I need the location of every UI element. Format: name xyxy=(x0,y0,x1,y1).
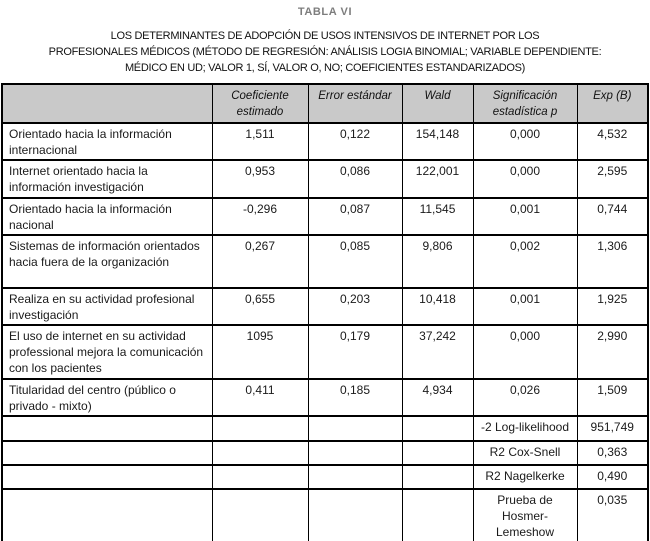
footer-label-cell: Prueba de Hosmer- Lemeshow xyxy=(473,489,577,541)
table-row xyxy=(2,235,648,288)
empty-cell xyxy=(308,489,402,541)
footer-value-cell: 0,490 xyxy=(577,465,648,489)
wald-cell: 9,806 xyxy=(402,235,473,288)
empty-cell xyxy=(308,441,402,465)
row-label-cell: Sistemas de información orientados hacia fuera de la organización xyxy=(2,235,212,288)
error-cell: 0,179 xyxy=(308,325,402,379)
empty-cell xyxy=(402,441,473,465)
footer-row xyxy=(2,416,648,441)
footer-row xyxy=(2,441,648,465)
table-row xyxy=(2,198,648,235)
footer-label-cell: -2 Log-likelihood xyxy=(473,416,577,441)
regression-table xyxy=(1,83,649,541)
significance-cell: 0,002 xyxy=(473,235,577,288)
significance-cell: 0,001 xyxy=(473,288,577,325)
exp-cell: 1,306 xyxy=(577,235,648,288)
significance-cell: 0,001 xyxy=(473,198,577,235)
empty-cell xyxy=(402,416,473,441)
empty-cell xyxy=(2,465,212,489)
footer-value-cell: 0,035 xyxy=(577,489,648,541)
wald-cell: 154,148 xyxy=(402,123,473,160)
wald-cell: 122,001 xyxy=(402,160,473,198)
column-header-exp-b: Exp (B) xyxy=(577,84,648,123)
table-row xyxy=(2,123,648,160)
significance-cell: 0,000 xyxy=(473,325,577,379)
row-label-cell: El uso de internet en su actividad professional mejora la comunicación con los pacientes xyxy=(2,325,212,379)
empty-cell xyxy=(212,465,308,489)
row-label-cell: Orientado hacia la información internacional xyxy=(2,123,212,160)
significance-cell: 0,026 xyxy=(473,379,577,416)
empty-cell xyxy=(402,489,473,541)
table-row xyxy=(2,379,648,416)
coefficient-cell: 0,267 xyxy=(212,235,308,288)
table-label: TABLA VI xyxy=(297,6,353,18)
empty-cell xyxy=(212,489,308,541)
column-header-wald: Wald xyxy=(402,84,473,123)
row-label-cell: Titularidad del centro (público o privado - mixto) xyxy=(2,379,212,416)
error-cell: 0,203 xyxy=(308,288,402,325)
coefficient-cell: 1095 xyxy=(212,325,308,379)
wald-cell: 37,242 xyxy=(402,325,473,379)
exp-cell: 4,532 xyxy=(577,123,648,160)
column-header-coeficiente: Coeficiente estimado xyxy=(212,84,308,123)
empty-cell xyxy=(212,441,308,465)
empty-cell xyxy=(2,441,212,465)
row-label-cell: Internet orientado hacia la información investigación xyxy=(2,160,212,198)
coefficient-cell: -0,296 xyxy=(212,198,308,235)
error-cell: 0,086 xyxy=(308,160,402,198)
wald-cell: 11,545 xyxy=(402,198,473,235)
row-label-cell: Realiza en su actividad profesional investigación xyxy=(2,288,212,325)
exp-cell: 2,990 xyxy=(577,325,648,379)
empty-cell xyxy=(2,416,212,441)
column-header-significacion: Significación estadística p xyxy=(473,84,577,123)
significance-cell: 0,000 xyxy=(473,160,577,198)
empty-cell xyxy=(308,465,402,489)
error-cell: 0,087 xyxy=(308,198,402,235)
exp-cell: 1,509 xyxy=(577,379,648,416)
error-cell: 0,185 xyxy=(308,379,402,416)
coefficient-cell: 0,411 xyxy=(212,379,308,416)
exp-cell: 1,925 xyxy=(577,288,648,325)
title-line-2: PROFESIONALES MÉDICOS (MÉTODO DE REGRESIÓN: ANÁLISIS LOGIA BINOMIAL; VARIABLE DEPENDIENTE: xyxy=(48,46,602,58)
footer-label-cell: R2 Nagelkerke xyxy=(473,465,577,489)
coefficient-cell: 0,655 xyxy=(212,288,308,325)
coefficient-cell: 0,953 xyxy=(212,160,308,198)
footer-row xyxy=(2,489,648,541)
footer-value-cell: 951,749 xyxy=(577,416,648,441)
significance-cell: 0,000 xyxy=(473,123,577,160)
error-cell: 0,122 xyxy=(308,123,402,160)
row-label-cell: Orientado hacia la información nacional xyxy=(2,198,212,235)
exp-cell: 0,744 xyxy=(577,198,648,235)
wald-cell: 10,418 xyxy=(402,288,473,325)
column-header-error: Error estándar xyxy=(308,84,402,123)
empty-cell xyxy=(2,489,212,541)
footer-value-cell: 0,363 xyxy=(577,441,648,465)
column-header-empty xyxy=(2,84,212,123)
wald-cell: 4,934 xyxy=(402,379,473,416)
empty-cell xyxy=(402,465,473,489)
header-row xyxy=(2,84,648,123)
table-title xyxy=(0,28,650,76)
empty-cell xyxy=(308,416,402,441)
title-line-3: MÉDICO EN UD; VALOR 1, SÍ, VALOR O, NO; COEFICIENTES ESTANDARIZADOS) xyxy=(124,62,526,74)
table-row xyxy=(2,288,648,325)
footer-row xyxy=(2,465,648,489)
error-cell: 0,085 xyxy=(308,235,402,288)
empty-cell xyxy=(212,416,308,441)
footer-label-cell: R2 Cox-Snell xyxy=(473,441,577,465)
exp-cell: 2,595 xyxy=(577,160,648,198)
table-row xyxy=(2,325,648,379)
coefficient-cell: 1,511 xyxy=(212,123,308,160)
title-line-1: LOS DETERMINANTES DE ADOPCIÓN DE USOS INTENSIVOS DE INTERNET POR LOS xyxy=(110,30,540,42)
table-row xyxy=(2,160,648,198)
